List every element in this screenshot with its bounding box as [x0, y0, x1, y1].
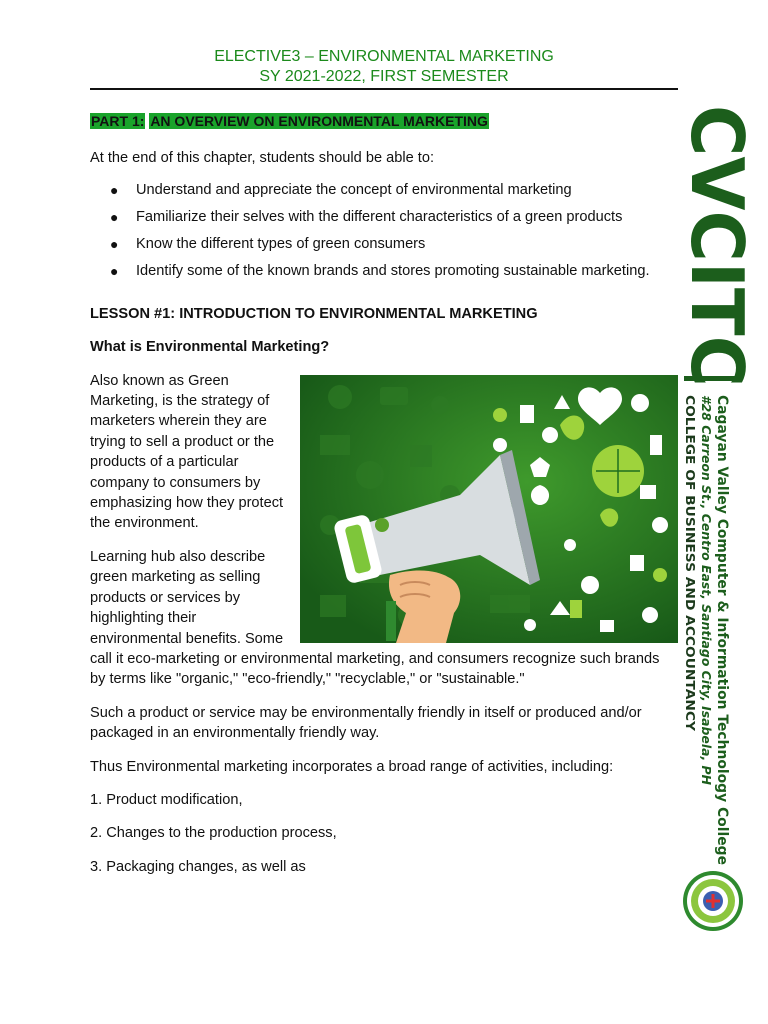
college-side-banner — [675, 100, 759, 940]
paragraph-learning-hub: Learning hub also describe green marketing as selling products or services by highlighting their environmental benefits. Some call it eco-marketing or environmental marketing, and consumers recognize such brands by terms like "organic," "eco-friendly," "recyclable," or "sustainable." — [90, 548, 660, 688]
list-item: ● Know the different types of green consumers — [90, 234, 678, 254]
paragraph-activities-intro: Thus Environmental marketing incorporates a broad range of activities, including: — [90, 758, 614, 775]
intro-text: At the end of this chapter, students should be able to: — [90, 150, 435, 166]
bullet-icon: ● — [110, 209, 119, 226]
college-seal-icon — [682, 870, 744, 932]
part-heading: AN OVERVIEW ON ENVIRONMENTAL MARKETING — [150, 113, 488, 129]
paragraph-definition: Also known as Green Marketing, is the strategy of marketers wherein they are trying to sell a product or the products of a particular company to consumers by emphasizing how they protect the environment. — [90, 372, 284, 532]
objectives-list — [90, 180, 678, 281]
activity-item: 1. Product modification, — [90, 791, 243, 808]
document-header — [90, 47, 678, 87]
list-item: ● Identify some of the known brands and stores promoting sustainable marketing. — [90, 261, 678, 281]
section-question: What is Environmental Marketing? — [90, 339, 330, 356]
college-logo-text: CVCITC — [675, 105, 759, 396]
bullet-icon: ● — [110, 182, 119, 199]
list-item: ● Familiarize their selves with the different characteristics of a green products — [90, 207, 678, 227]
part-title — [90, 112, 489, 130]
header-rule — [90, 88, 678, 90]
activity-item: 2. Changes to the production process, — [90, 825, 337, 842]
megaphone-eco-illustration — [300, 375, 678, 643]
paragraph-product-service: Such a product or service may be environmentally friendly in itself or produced and/or packaged in an environmentally friendly way. — [90, 704, 642, 742]
course-title: ELECTIVE3 – ENVIRONMENTAL MARKETING — [214, 48, 554, 65]
college-name: Cagayan Valley Computer & Information Technology College — [714, 395, 730, 870]
list-item: ● Understand and appreciate the concept of environmental marketing — [90, 180, 678, 200]
logo-underline — [684, 376, 736, 381]
document-body — [90, 148, 678, 890]
bullet-icon: ● — [110, 236, 119, 253]
school-year: SY 2021-2022, FIRST SEMESTER — [259, 68, 509, 85]
college-address: #28 Carreon St., Centro East, Santiago City, Isabela, PH — [699, 395, 713, 772]
activity-item: 3. Packaging changes, as well as — [90, 858, 306, 875]
college-department: COLLEGE OF BUSINESS AND ACCOUNTANCY — [683, 395, 697, 688]
bullet-icon: ● — [110, 263, 119, 280]
lesson-title: LESSON #1: INTRODUCTION TO ENVIRONMENTAL MARKETING — [90, 305, 538, 322]
part-prefix: PART 1: — [91, 113, 145, 129]
